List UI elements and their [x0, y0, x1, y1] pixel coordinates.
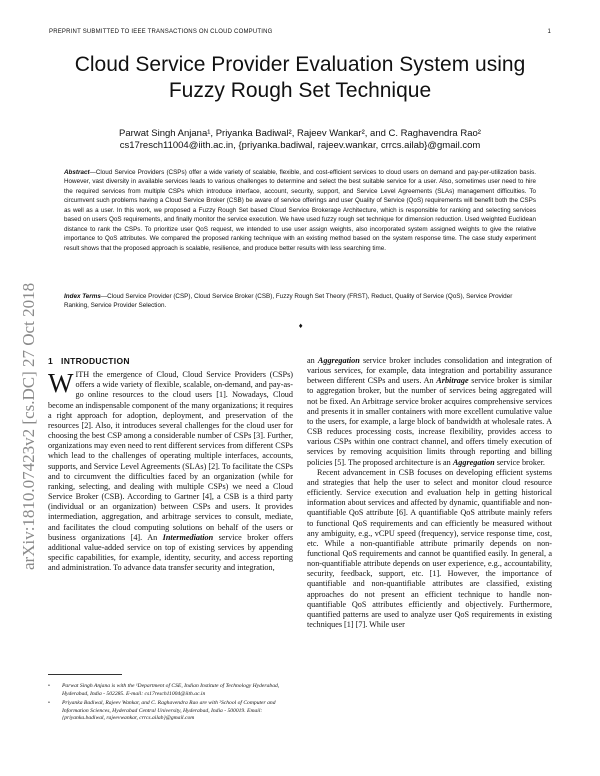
footnote-bullet: • — [48, 683, 50, 689]
arbitrage-term: Arbitrage — [436, 376, 469, 386]
intro-p1-text: ITH the emergence of Cloud, Cloud Service Providers (CSPs) offers a wide variety of flexible, scalable, on-demand, and pay-as-go online resources to the cloud users [1]. Nowadays, Cloud become an indispensable component of the many organizations; it requires a right approach for adoption, deployment, and preservation of the resources [2]. Also, it introduces several challenges for the cloud user for choosing the best CSP among a considerable number of CSPs [3]. Further, organizations may even need to rent different services from different CSPs which lead to the challenges of operating multiple interfaces, accounts, supports, and Service Level Agreements (SLAs) [2]. To facilitate the CSPs and to circumvent the difficulties faced by an organization (while for ranking, selecting, and dealing with multiple CSPs) we need a Cloud Service Broker (CSB). According to Gartner [4], a CSB is a third party (individual or an organization) between CSPs and users. It provides intermediation, aggregation, and arbitrage services to consult, mediate, and facilitates the cloud computing solutions on behalf of the users or business organizations [4]. An — [48, 370, 293, 542]
section-separator: ♦ — [298, 323, 304, 330]
index-terms-text: —Cloud Service Provider (CSP), Cloud Service Broker (CSB), Fuzzy Rough Set Theory (FRST), Reduct, Quality of Service (QoS), Service Provider Ranking, Service Provider Selection. — [64, 293, 513, 310]
paper-title — [20, 52, 580, 104]
abstract — [64, 168, 536, 253]
author-emails: cs17resch11004@iith.ac.in, {priyanka.badiwal, rajeev.wankar, crrcs.ailab}@gmail.com — [119, 140, 481, 151]
section-title: INTRODUCTION — [61, 356, 130, 366]
abstract-text: —Cloud Service Providers (CSPs) offer a wide variety of scalable, flexible, and cost-efficient services to cloud users on demand and pay-per-utilization basis. However, vast diversity in available services leads to various challenges to determine and select the best suitable service for a user. Also, sometimes user need to hire the required services from multiple CSPs which introduce interface, account, security, support, and Service Level Agreements (SLAs) management difficulties. To circumvent such problems having a Cloud Service Broker (CSB) be aware of service offerings and user Quality of Service (QoS) requirements will benefit both the CSPs as well as a user. In this work, we proposed a Fuzzy Rough Set based Cloud Service Brokerage Architecture, which is responsible for ranking and selecting services based on users QoS requirements, and finally monitor the service execution. We have used fuzzy rough set technique for dimension reduction. Used weighted Euclidean distance to rank the CSPs. To prioritize user QoS request, we intended to use user assign weights, also incorporated system assigned weights to give the relative importance to QoS attributes. We compared the proposed ranking technique with an existing method based on the system response time. The case study experiment result shows that the proposed approach is scalable, resilience, and produce better results with less searching time. — [64, 169, 536, 252]
intro-p2-b: service broker is similar to aggregation broker, but the number of services being aggregated will not be fixed. An Arbitrage service broker acquires comprehensive services and presents it in smaller containers with more excellent cumulative value to the users, for example, a large block of bandwidth at wholesale rates. A CSB reduces processing costs, increase flexibility, provides access to various CSPs within one contract channel, and offers timely execution of services by removing acquisition limits through reporting and billing policies [5]. The proposed architecture is an — [307, 376, 553, 467]
footnotes — [48, 683, 293, 725]
drop-cap: W — [48, 368, 74, 399]
footnote-2 — [48, 700, 293, 723]
intro-p2-a: service broker includes consolidation and integration of various services, for example, data integration and portability assurance between different CSPs and users. An — [307, 356, 552, 386]
aggregation-term: Aggregation — [317, 356, 360, 365]
index-terms-label: Index Terms — [64, 293, 101, 300]
intro-paragraph-1 — [48, 370, 293, 573]
footnote-2-text: Priyanka Badiwal, Rajeev Wankar, and C. Raghavendra Rao are with ²School of Computer and Information Sciences, Hyderabad Central University, Hyderabad, India - 500019. Email: {priyanka.badiwal, rajeevwankar, crrcs.ailab}@gmail.com — [62, 700, 276, 721]
footnote-rule — [48, 674, 122, 675]
intro-paragraph-3: Recent advancement in CSB focuses on developing efficient systems and strategies that help the user to select and monitor cloud resource efficiently. Service execution and evaluation help in getting historical information about services and affected by dynamic, quantifiable and non-quantifiable QoS attribute [6]. A quantifiable QoS attribute mainly refers to functional QoS requirements and can efficiently be measured without any ambiguity, e.g., vCPU speed (frequency), service response time, cost, etc. While a non-quantifiable attribute primarily depends on non-functional QoS requirements and cannot be quantified easily. In general, a non-quantifiable attribute depends on user experience, e.g., accountability, security, feedback, support, etc. [1]. However, the importance of quantifiable and non-quantifiable attributes are classified, existing approaches do not present an efficient technique to handle non-quantifiable QoS attributes efficiently and objectively. Furthermore, quantified patterns are used to analyze user QoS requirements in existing techniques [1] [7]. While user — [307, 467, 552, 630]
page-number: 1 — [547, 29, 551, 35]
left-column — [48, 356, 293, 573]
abstract-label: Abstract — [64, 169, 90, 176]
right-column — [307, 356, 552, 630]
title-line-1: Cloud Service Provider Evaluation System using — [74, 53, 526, 76]
arxiv-stamp-text: arXiv:1810.07423v2 [cs.DC] 27 Oct 2018 — [19, 282, 38, 570]
index-terms — [64, 292, 536, 311]
title-line-2: Fuzzy Rough Set Technique — [168, 79, 432, 102]
intro-p2-c: service broker. — [496, 457, 545, 467]
arxiv-stamp — [4, 160, 38, 570]
aggregation-term-2: Aggregation — [452, 457, 495, 467]
author-block — [20, 128, 580, 152]
intro-paragraph-2: an Aggregation service broker includes consolidation and integration of various services, for example, data integration and portability assurance between different CSPs and users. An Arbitrage service broker is similar to aggregation broker, but the number of services being aggregated will not be fixed. An Arbitrage service broker acquires comprehensive services and presents it in smaller containers with more excellent cumulative value to the users, for example, a large block of bandwidth at wholesale rates. A CSB reduces processing costs, increase flexibility, provides access to various CSPs within one contract channel, and offers timely execution of services by removing acquisition limits through reporting and billing policies [5]. The proposed architecture is an Aggregation service broker. — [307, 356, 553, 467]
section-number: 1 — [48, 356, 54, 366]
section-heading — [48, 356, 293, 366]
footnote-bullet: • — [48, 700, 50, 706]
author-names: Parwat Singh Anjana¹, Priyanka Badiwal², Rajeev Wankar², and C. Raghavendra Rao² — [119, 128, 481, 139]
running-header — [49, 29, 551, 35]
footnote-1 — [48, 683, 293, 698]
running-head-text: PREPRINT SUBMITTED TO IEEE TRANSACTIONS ON CLOUD COMPUTING — [49, 29, 273, 35]
intermediation-term: Intermediation — [162, 532, 214, 542]
footnote-1-text: Parwat Singh Anjana is with the ¹Department of CSE, Indian Institute of Technology Hyderabad, Hyderabad, India - 502285. E-mail: cs17resch11004@iith.ac.in — [62, 683, 280, 697]
intro-p1-tail: service broker offers additional value-added service on top of existing services by appending specific capabilities, for example, identity, security, and access reporting and administration. To advance data transfer security and integration, — [48, 532, 294, 573]
